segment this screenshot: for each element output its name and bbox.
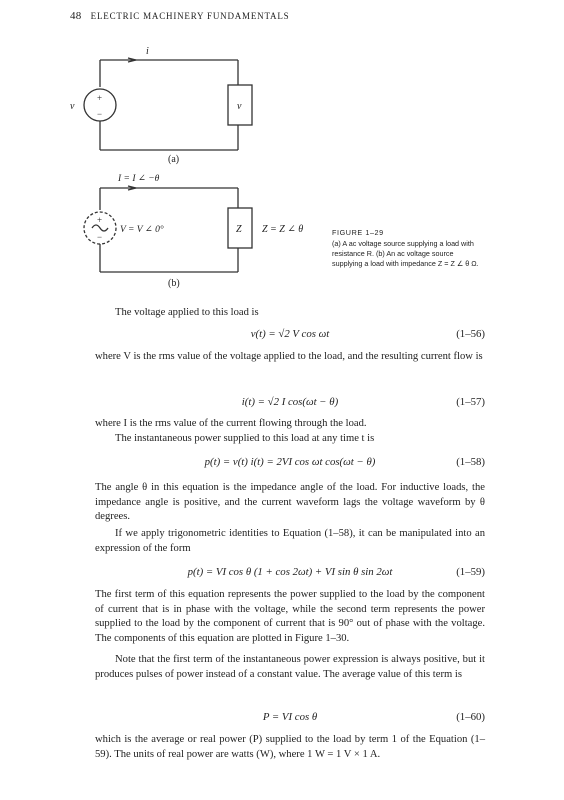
svg-text:−: −	[97, 109, 103, 119]
paragraph-1: The voltage applied to this load is	[115, 307, 259, 318]
equation-expression: v(t) = √2 V cos ωt	[250, 328, 330, 340]
source-label-a: v	[70, 101, 75, 112]
panel-label-b: (b)	[168, 278, 180, 289]
svg-text:+: +	[97, 215, 103, 225]
figure-caption	[332, 228, 482, 269]
equation-expression: p(t) = VI cos θ (1 + cos 2ωt) + VI sin θ sin 2ωt	[187, 566, 393, 578]
equation-number: (1–57)	[456, 396, 485, 408]
equation-expression: p(t) = v(t) i(t) = 2VI cos ωt cos(ωt − θ)	[204, 456, 376, 468]
current-label-b: I = I ∠ −θ	[118, 174, 160, 184]
paragraph-6: If we apply trigonometric identities to Equation (1–58), it can be manipulated into an expression of the form	[95, 528, 485, 554]
equation-1-56	[95, 328, 485, 342]
panel-label-a: (a)	[168, 154, 180, 165]
svg-text:−: −	[97, 232, 103, 242]
page-number: 48	[70, 10, 82, 22]
equation-expression: P = VI cos θ	[262, 711, 318, 723]
equation-1-59	[95, 566, 485, 580]
paragraph-9: which is the average or real power (P) supplied to the load by term 1 of the Equation (1–59). The units of real power are watts (W), where 1 W = 1 V × 1 A.	[95, 734, 485, 760]
load-label-b: Z	[236, 224, 242, 235]
equation-number: (1–59)	[456, 566, 485, 578]
equation-expression: i(t) = √2 I cos(ωt − θ)	[241, 396, 339, 408]
paragraph-8: Note that the first term of the instantaneous power expression is always positive, but it produces pulses of power instead of a constant value. The average value of this term is	[95, 654, 485, 680]
equation-1-57	[95, 396, 485, 410]
caption-text: (a) A ac voltage source supplying a load with resistance R. (b) An ac voltage source supplying a load with impedance Z = Z ∠ θ Ω.	[332, 239, 479, 268]
caption-title: FIGURE 1–29	[332, 228, 384, 237]
equation-number: (1–56)	[456, 328, 485, 340]
circuit-a	[84, 58, 252, 150]
paragraph-4: The instantaneous power supplied to this load at any time t is	[115, 433, 375, 444]
paragraph-5: The angle θ in this equation is the impedance angle of the load. For inductive loads, the impedance angle is positive, and the current waveform lags the voltage waveform by θ degrees.	[95, 482, 485, 523]
ac-symbol	[92, 225, 108, 231]
equation-1-60	[95, 711, 485, 725]
svg-text:+: +	[97, 93, 103, 103]
impedance-label-b: Z = Z ∠ θ	[262, 224, 304, 235]
running-title: ELECTRIC MACHINERY FUNDAMENTALS	[90, 11, 290, 21]
circuit-b	[84, 186, 252, 272]
source-label-b: V = V ∠ 0°	[120, 225, 164, 235]
equation-number: (1–60)	[456, 711, 485, 723]
paragraph-7: The first term of this equation represents the power supplied to the load by the component of current that is in phase with the voltage, while the second term represents the power supplied to the load by the component of current that is 90° out of phase with the voltage. The components of this equation are plotted in Figure 1–30.	[95, 589, 485, 644]
equation-1-58	[95, 456, 485, 470]
paragraph-3: where I is the rms value of the current flowing through the load.	[95, 418, 367, 429]
paragraph-2: where V is the rms value of the voltage applied to the load, and the resulting current flow is	[95, 351, 483, 362]
load-label-a: v	[237, 101, 242, 112]
current-label-a: i	[146, 46, 149, 57]
equation-number: (1–58)	[456, 456, 485, 468]
